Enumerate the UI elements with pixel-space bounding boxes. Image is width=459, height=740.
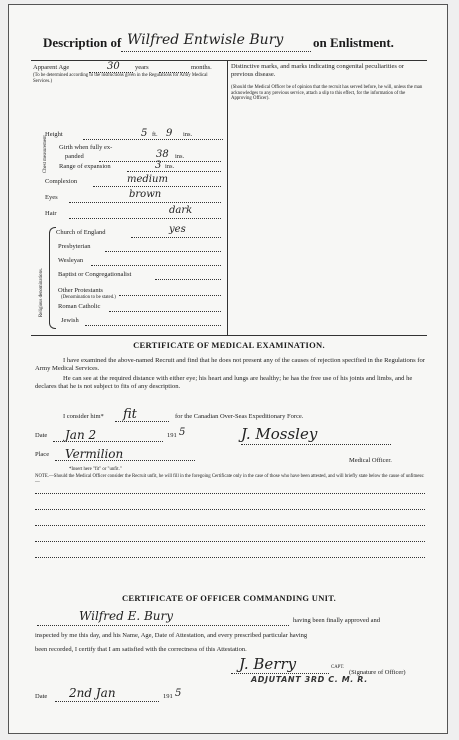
apparent-age-label: Apparent Age [33,64,70,71]
top-border [31,60,427,61]
height-feet-value: 5 [141,128,148,139]
complexion-line [93,186,221,187]
officer-text-1: having been finally approved and [293,617,380,624]
religion-bracket [49,227,56,329]
enlistment-form-page [8,4,448,734]
religion-line-3 [91,265,221,266]
religion-denomination-note: (Denomination to be stated.) [61,295,116,300]
medical-officer-label: Medical Officer. [349,457,392,464]
form-title-suffix: on Enlistment. [313,35,394,50]
place-value: Vermilion [65,447,124,461]
range-line [127,171,221,172]
range-unit: ins. [165,163,175,170]
title-underline [121,51,311,52]
recruit-name-handwritten: Wilfred Entwisle Bury [127,32,284,48]
religion-presbyterian: Presbyterian [58,243,91,250]
unfitness-note [35,474,427,485]
form-title-prefix: Description of [43,35,122,50]
religion-jewish: Jewish [61,317,79,324]
religion-roman-catholic: Roman Catholic [58,303,101,310]
signature-of-officer-label: (Signature of Officer) [349,669,406,676]
religion-other-protestants: Other Protestants [58,287,103,294]
chest-measurement-label [43,133,49,173]
consider-prefix: I consider him* [63,413,104,420]
religion-line-4 [155,279,221,280]
cause-line-5 [35,557,425,558]
officer-date-label: Date [35,693,48,700]
hair-value: dark [169,205,193,216]
height-label: Height [45,131,63,138]
fitness-line [115,421,169,422]
officer-date-value: 2nd Jan [69,686,116,700]
girth-unit: ins. [175,153,185,160]
hair-line [69,218,221,219]
distinctive-marks-label [231,63,421,79]
medical-paragraph-2 [35,375,427,392]
distinctive-marks-note [231,85,423,102]
eyes-line [69,202,221,203]
medical-year-prefix: 191 [167,432,177,439]
hair-label: Hair [45,210,57,217]
distinctive-marks-note-text: (Should the Medical Officer be of opinion that the recruit has served before, he will, unless the man acknowledges to any previous service, attach a slip to this effect, for the information of the Approving Officer). [231,85,423,102]
religion-line-7 [85,325,221,326]
height-inches-label: ins. [183,131,193,138]
officer-signature-line [231,673,329,674]
complexion-value: medium [127,174,168,185]
officer-year-prefix: 191 [163,693,173,700]
age-value: 30 [107,61,120,72]
girth-value: 38 [156,149,169,160]
eyes-value: brown [129,189,162,200]
distinctive-marks-text: Distinctive marks, and marks indicating congenital peculiarities or previous disease. [231,63,404,78]
capt-label: CAPT. [331,665,345,670]
height-inches-value: 9 [166,128,173,139]
complexion-label: Complexion [45,178,78,185]
consider-suffix: for the Canadian Over-Seas Expeditionary Force. [175,413,304,420]
religious-denominations-text: Religious denominations. [39,267,44,317]
age-note-text: (To be determined according to the instructions given in the Regulations for Army Medical Services.) [33,73,208,84]
fit-unfit-footnote: *Insert here "fit" or "unfit." [69,467,122,472]
cause-line-4 [35,541,425,542]
eyes-label: Eyes [45,194,58,201]
medical-officer-signature: J. Mossley [241,425,318,443]
months-label: months. [191,64,212,71]
years-label: years [135,64,149,71]
cause-line-1 [35,493,425,494]
cause-line-3 [35,525,425,526]
officer-date-line [55,701,159,702]
church-of-england-value: yes [169,224,186,235]
center-divider [227,60,228,335]
adjutant-stamp: ADJUTANT 3RD C. M. R. [251,675,368,684]
religion-line-5 [119,295,221,296]
religion-church-of-england: Church of England [56,229,106,236]
place-label: Place [35,451,50,458]
officer-text-3: been recorded, I certify that I am satisfied with the correctness of this Attestation. [35,646,247,653]
fitness-value: fit [123,407,137,422]
unfitness-note-text: NOTE.—Should the Medical Officer consider the Recruit unfit, he will fill in the foregoing Certificate only in the case of those who have been attested, and will briefly state below the cause of unfitness:— [35,474,425,485]
girth-label-line2: panded [65,153,84,160]
officer-recruit-name: Wilfred E. Bury [79,609,174,623]
medical-signature-line [241,444,391,445]
medical-certificate-heading: CERTIFICATE OF MEDICAL EXAMINATION. [133,340,325,350]
height-line [83,139,223,140]
medical-paragraph-2-text: He can see at the required distance with either eye; his heart and lungs are healthy; he has the free use of his joints and limbs, and he declares that he is not subject to fits of any description. [35,375,413,391]
officer-name-line [37,625,289,626]
religion-line-1 [131,237,221,238]
girth-label-line1: Girth when fully ex- [59,144,113,151]
officer-certificate-heading: CERTIFICATE OF OFFICER COMMANDING UNIT. [121,593,337,603]
religion-line-2 [105,251,221,252]
chest-measurement-text: Chest measurement [43,135,48,173]
range-label: Range of expansion [59,163,111,170]
cause-line-2 [35,509,425,510]
upper-section-bottom [31,335,427,336]
officer-signature: J. Berry [239,655,297,673]
religion-baptist: Baptist or Congregationalist [58,271,132,278]
religion-wesleyan: Wesleyan [58,257,84,264]
religion-line-6 [109,311,221,312]
age-note [33,73,218,84]
medical-date-value: Jan 2 [65,428,97,442]
medical-date-label: Date [35,432,48,439]
feet-label: ft. [152,131,158,138]
range-value: 3 [155,160,162,171]
medical-paragraph-1-text: I have examined the above-named Recruit and find that he does not present any of the causes of rejection specified in the Regulations for Army Medical Services. [35,357,425,373]
medical-paragraph-1 [35,357,427,374]
medical-year-value: 5 [179,427,186,438]
officer-text-2: inspected by me this day, and his Name, Age, Date of Attestation, and every prescribed particular having [35,632,308,639]
religious-denominations-label [39,237,45,317]
officer-year-value: 5 [175,688,182,699]
